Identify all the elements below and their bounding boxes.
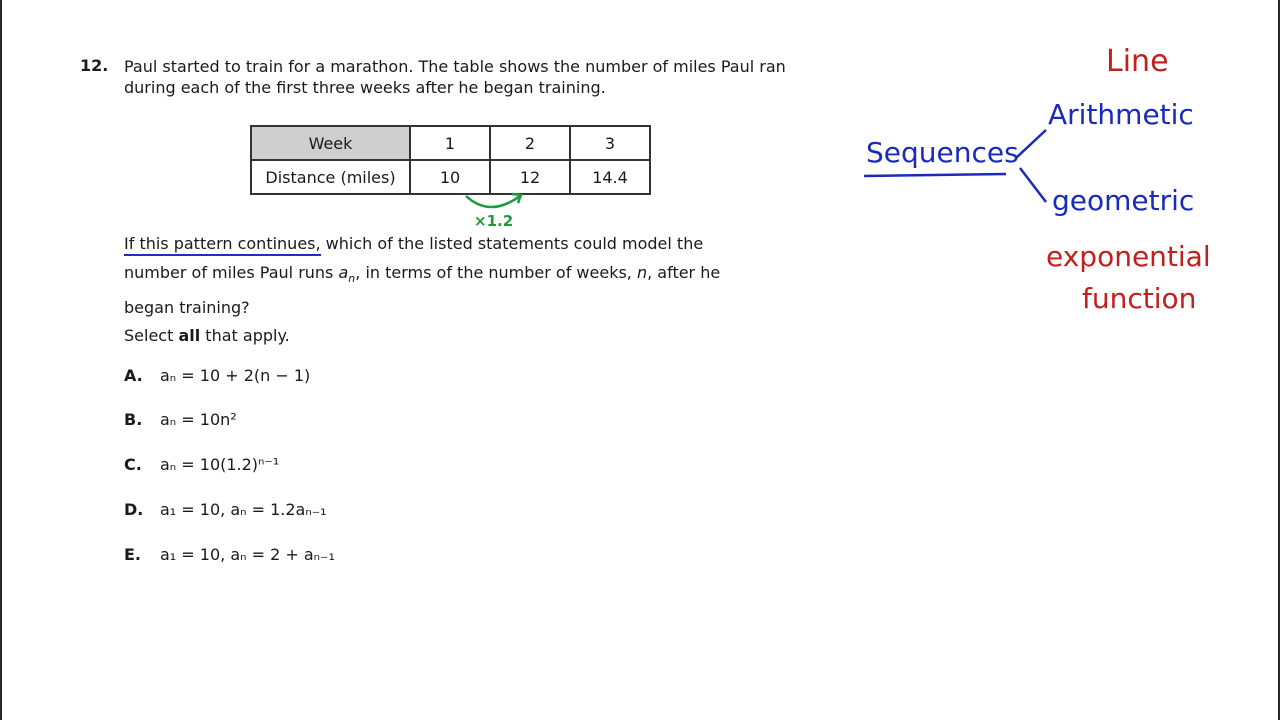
prompt-text: number of miles Paul runs — [124, 263, 339, 282]
underlined-phrase: If this pattern continues, — [124, 234, 321, 256]
prompt-line-1 — [124, 229, 824, 258]
choice-expression: aₙ = 10 + 2(n − 1) — [160, 366, 311, 385]
data-table — [250, 125, 651, 195]
prompt-text: which of the listed statements could model the — [320, 234, 704, 253]
line-note: Line — [1106, 44, 1169, 79]
table-cell: 14.4 — [570, 160, 650, 194]
table-row — [251, 126, 650, 160]
sequences-note: Sequences — [866, 136, 1019, 169]
table-header-distance: Distance (miles) — [251, 160, 410, 194]
choice-letter: D. — [124, 500, 144, 519]
select-text: that apply. — [200, 326, 290, 345]
multiplier-label: ×1.2 — [474, 212, 514, 230]
choice-letter: E. — [124, 545, 142, 564]
left-border — [0, 0, 2, 720]
arithmetic-note: Arithmetic — [1048, 98, 1194, 131]
table-cell: 1 — [410, 126, 490, 160]
table-cell: 10 — [410, 160, 490, 194]
choice-expression: aₙ = 10(1.2)ⁿ⁻¹ — [160, 455, 280, 474]
table-cell: 3 — [570, 126, 650, 160]
prompt-text: , after he — [647, 263, 721, 282]
table-cell: 2 — [490, 126, 570, 160]
question-number: 12. — [80, 56, 109, 75]
choice-letter: C. — [124, 455, 142, 474]
multiplier-arrow — [460, 192, 530, 214]
choice-letter: B. — [124, 410, 143, 429]
choice-e[interactable] — [124, 545, 335, 569]
function-note: function — [1082, 282, 1197, 315]
table-cell: 12 — [490, 160, 570, 194]
choice-expression: a₁ = 10, aₙ = 2 + aₙ₋₁ — [160, 545, 335, 564]
choice-letter: A. — [124, 366, 143, 385]
var-n: n — [636, 263, 648, 282]
select-bold: all — [178, 326, 201, 345]
choice-a[interactable] — [124, 366, 310, 390]
select-text: Select — [124, 326, 179, 345]
choice-c[interactable] — [124, 455, 279, 479]
concept-branches — [860, 118, 1060, 218]
var-a: a — [338, 263, 349, 282]
prompt-text: , in terms of the number of weeks, — [355, 263, 637, 282]
table-header-week: Week — [251, 126, 410, 160]
choice-expression: aₙ = 10n² — [160, 410, 237, 429]
prompt-line-3: began training? — [124, 298, 250, 318]
choice-expression: a₁ = 10, aₙ = 1.2aₙ₋₁ — [160, 500, 327, 519]
question-stem: Paul started to train for a marathon. The table shows the number of miles Paul ran during each of the first three weeks after he began training. — [124, 57, 786, 97]
choice-d[interactable] — [124, 500, 327, 524]
table-row — [251, 160, 650, 194]
choice-b[interactable] — [124, 410, 237, 434]
var-sub-n: n — [348, 272, 356, 286]
prompt-line-2 — [124, 258, 824, 293]
question-prompt — [124, 229, 824, 322]
exponential-note: exponential — [1046, 240, 1211, 273]
select-instruction — [124, 326, 290, 345]
geometric-note: geometric — [1052, 184, 1195, 217]
